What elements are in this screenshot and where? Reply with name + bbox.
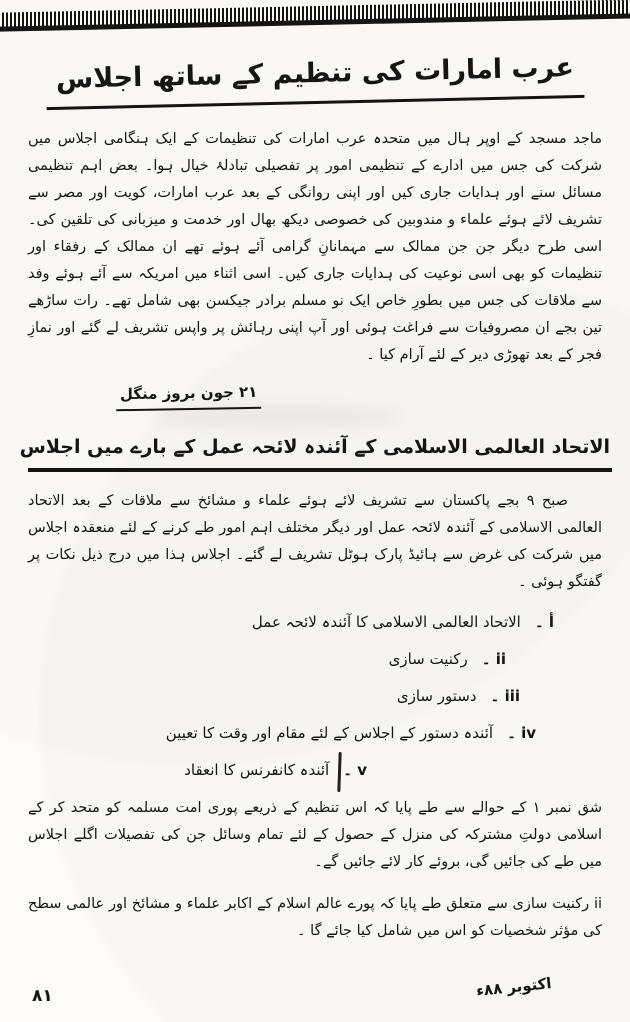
paragraph-membership-decision: ii رکنیت سازی سے متعلق طے پایا کہ پورے عالم اسلام کے اکابر علماء و مشائخ اور عالمی سطح کی مؤثر شخصیات کو اس میں شامل کیا جائے گا ۔	[28, 895, 602, 939]
list-item	[28, 647, 602, 672]
list-item	[28, 684, 602, 709]
list-marker: v ۔	[343, 761, 367, 780]
date-line-21-june: ٢١ جون بروز منگل	[116, 383, 262, 412]
paragraph-uae-meeting: ماجد مسجد کے اوپر ہال میں متحدہ عرب امارات کی تنظیمات کے ایک ہنگامی اجلاس میں شرکت کی جس میں ادارے کے تنظیمی امور پر تفصیلی تبادلۂ خیال ہوا۔ بعض اہم تنظیمی مسائل سنے اور ہدایات جاری کیں اور اپنی روانگی کے بعد عرب امارات، کویت اور مصر سے تشریف لائے ہوئے علماء و مندوبین کی خصوصی دیکھ بھال اور خدمت و میزبانی کی تلقین کی۔ اسی طرح دیگر جن جن ممالک سے مہمانانِ گرامی آئے ہوئے تھے ان ممالک کے رفقاء اور تنظیمات کو بھی اسی نوعیت کی ہدایات جاری کیں۔ اسی اثناء میں امریکہ سے آئے ہوئے وفد سے ملاقات کی جس میں بطورِ خاص ایک نو مسلم برادر جیکسن بھی شامل تھے۔ رات ساڑھے تین بجے ان مصروفیات سے فراغت ہوئی اور آپ اپنی رہائش پر واپس تشریف لے گئے اور نمازِ فجر کے بعد تھوڑی دیر کے لئے آرام کیا ۔	[28, 131, 602, 364]
list-item-text: دستور سازی	[396, 687, 477, 706]
list-item-text: آئندہ کانفرنس کا انعقاد	[184, 761, 330, 780]
page-number: ٨١	[32, 986, 53, 1006]
list-item	[28, 610, 602, 635]
list-marker: أ ۔	[534, 613, 554, 632]
page-content	[0, 34, 630, 959]
list-item	[28, 758, 602, 783]
list-marker: iii ۔	[490, 687, 520, 706]
agenda-list	[28, 610, 602, 783]
list-item-text: رکنیت سازی	[388, 650, 468, 669]
list-item-text: آئندہ دستور کے اجلاس کے لئے مقام اور وقت کا تعیین	[165, 724, 494, 743]
list-item	[28, 721, 602, 746]
list-marker: ii ۔	[481, 650, 506, 669]
section-heading-uae-meeting: عرب امارات کی تنظیم کے ساتھ اجلاس	[45, 50, 584, 111]
list-item-text: الاتحاد العالمی الاسلامی کا آئندہ لائحہ عمل	[251, 613, 521, 632]
footer-month-year: اکتوبر ٨٨ء	[475, 974, 553, 1000]
paragraph-alittihad-intro: صبح ٩ بجے پاکستان سے تشریف لائے ہوئے علماء و مشائخ سے ملاقات کے بعد الاتحاد العالمی الاسلامی کے آئندہ لائحہ عمل اور دیگر مختلف اہم امور طے کرنے کے لئے منعقدہ اجلاس میں شرکت کی غرض سے ہائیڈ پارک ہوٹل تشریف لے گئے۔ اجلاس ہذا میں درج ذیل نکات پر گفتگو ہوئی ۔	[28, 492, 602, 590]
paragraph-clause-one-decision: شق نمبر ١ کے حوالے سے طے پایا کہ اس تنظیم کے ذریعے پوری امت مسلمہ کو متحد کر کے اسلامی دولتِ مشترکہ کی منزل کے حصول کے لئے تمام وسائل جن کی تفصیلات اگلے اجلاس میں طے کی جائیں گی، بروئے کار لائے جائیں گے۔	[28, 800, 602, 871]
decorative-top-border	[0, 0, 630, 32]
section-heading-alittihad-meeting: الاتحاد العالمی الاسلامی کے آئندہ لائحہ عمل کے بارے میں اجلاس	[28, 436, 612, 472]
list-marker: iv ۔	[507, 724, 536, 743]
